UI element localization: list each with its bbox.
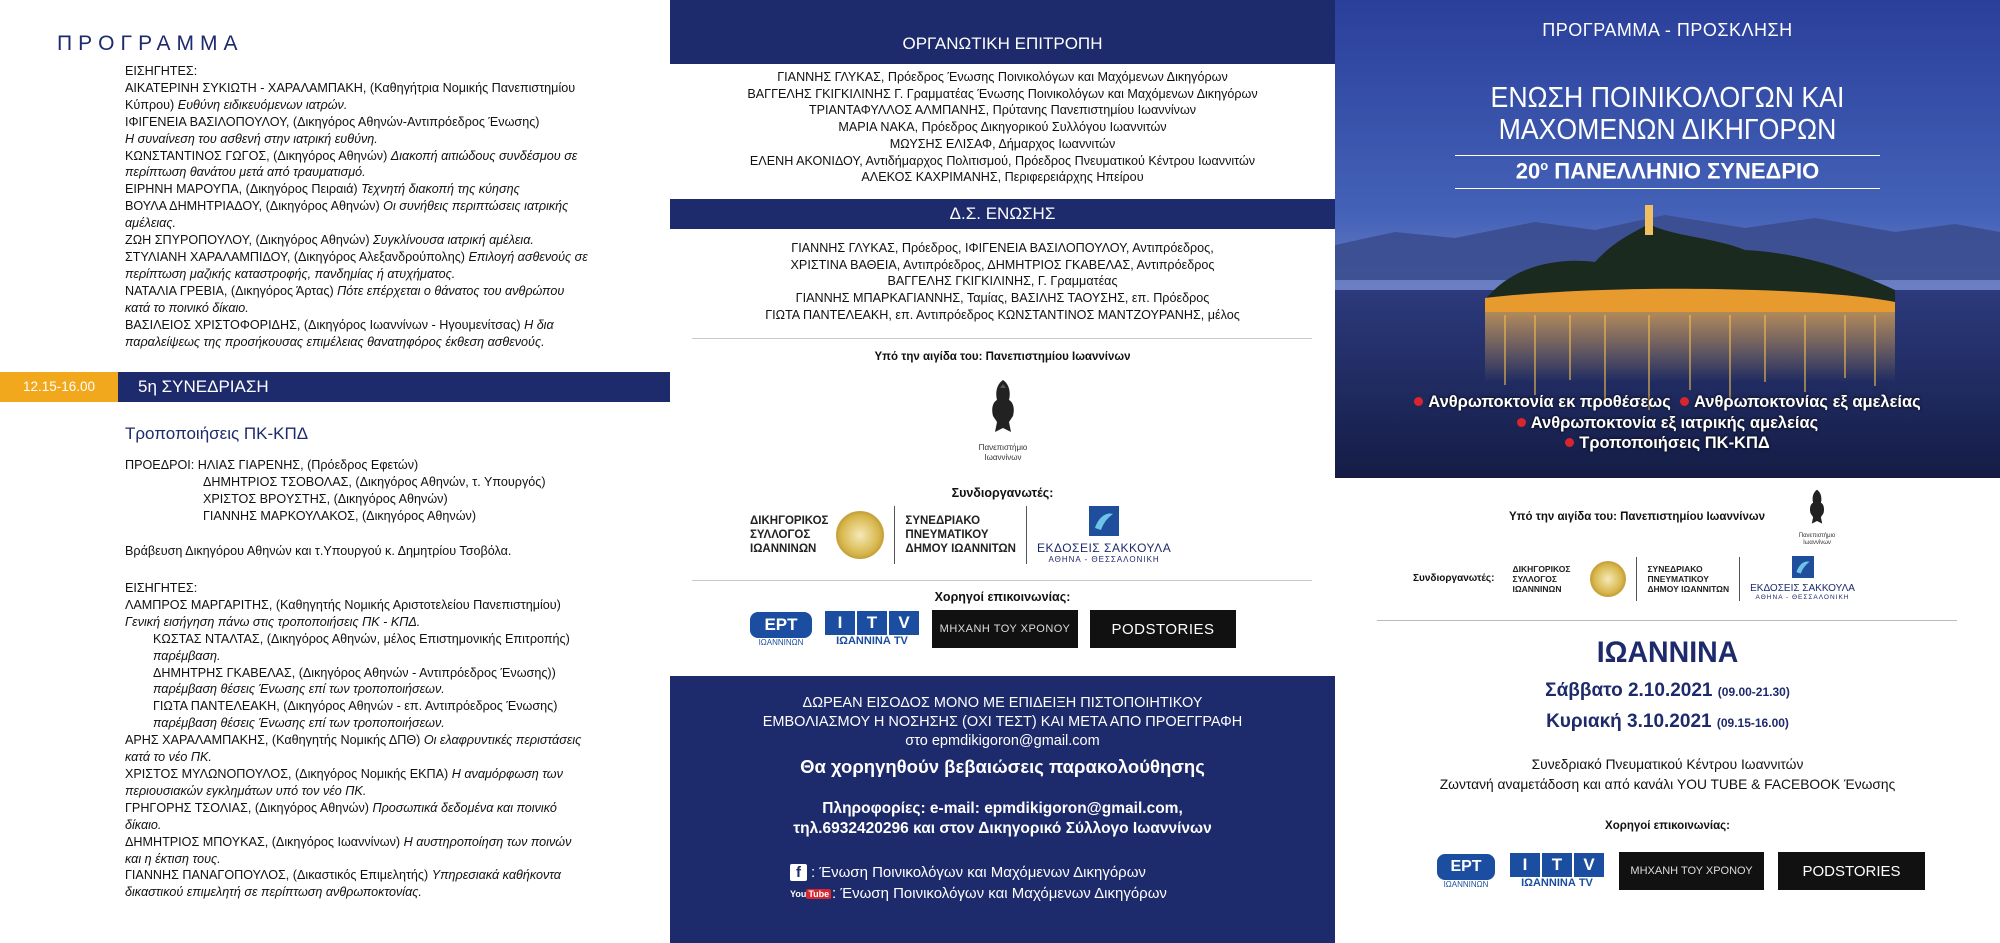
bullet-icon [1414, 397, 1423, 406]
bullet-icon [1680, 397, 1689, 406]
itv-letter-v: V [1574, 853, 1604, 877]
list-item: παραλείψεως της προσήκουσας επιμέλειας θανατηφόρος έκθεση ασθενούς. [125, 334, 545, 349]
facebook-icon: f [790, 864, 807, 881]
itv-logo [1509, 853, 1605, 889]
list-item: παρέμβαση θέσεις Ένωσης επί των τροποποιήσεων. [153, 682, 445, 697]
itv-logo [824, 611, 920, 647]
auspices-text: Υπό την αιγίδα του: Πανεπιστημίου Ιωαννίνων [1509, 511, 1765, 523]
itv-logo-sub: ΙΩΑΝΝΙΝΑ TV [1521, 877, 1593, 889]
ert-logo [1437, 854, 1495, 889]
bullet-icon [1517, 418, 1526, 427]
venue-line-2: Ζωντανή αναμετάδοση και από κανάλι YOU TUBE & FACEBOOK Ένωσης [1439, 776, 1896, 792]
facebook-text: : Ένωση Ποινικολόγων και Μαχόμενων Δικηγόρων [811, 864, 1146, 881]
divider [1377, 620, 1957, 621]
auspices-text: Υπό την αιγίδα του: Πανεπιστημίου Ιωαννίνων [874, 351, 1131, 363]
chairs-block [125, 457, 650, 525]
bullet-icon [1565, 438, 1574, 447]
entry-line-1: ΔΩΡΕΑΝ ΕΙΣΟΔΟΣ ΜΟΝΟ ΜΕ ΕΠΙΔΕΙΞΗ ΠΙΣΤΟΠΟΙΗΤΙΚΟΥ [802, 695, 1203, 711]
list-item: ΒΟΥΛΑ ΔΗΜΗΤΡΙΑΔΟΥ, (Δικηγόρος Αθηνών) Οι συνήθεις περιπτώσεις ιατρικής [125, 199, 569, 214]
org-committee-title: ΟΡΓΑΝΩΤΙΚΗ ΕΠΙΤΡΟΠΗ [670, 0, 1335, 64]
list-item: κατά το ποινικό δίκαιο. [125, 300, 249, 315]
itv-letter-i: I [1510, 853, 1540, 877]
divider [692, 338, 1312, 339]
divider [692, 580, 1312, 581]
conf-center-line-2: ΠΝΕΥΜΑΤΙΚΟΥ [905, 529, 989, 541]
list-item: ΣΤΥΛΙΑΝΗ ΧΑΡΑΛΑΜΠΙΔΟΥ, (Δικηγόρος Αλεξανδρούπολης) Επιλογή ασθενούς σε [125, 249, 588, 264]
bar-association-seal-icon [836, 511, 884, 559]
media-sponsors-label: Χορηγοί επικοινωνίας: [1605, 820, 1730, 832]
list-item: ΝΑΤΑΛΙΑ ΓΡΕΒΙΑ, (Δικηγόρος Άρτας) Πότε επέρχεται ο θάνατος του ανθρώπου [125, 283, 565, 298]
city-title: ΙΩΑΝΝΙΝΑ [1596, 636, 1739, 669]
media-sponsors-row [1437, 852, 1925, 890]
date-2: Κυριακή 3.10.2021 [1546, 711, 1712, 732]
topic-item: Τροποποιήσεις ΠΚ-ΚΠΔ [1579, 434, 1770, 452]
member-line: ΓΙΑΝΝΗΣ ΓΛΥΚΑΣ, Πρόεδρος, ΙΦΙΓΕΝΕΙΑ ΒΑΣΙΛΟΠΟΥΛΟΥ, Αντιπρόεδρος, [791, 241, 1214, 255]
date-sunday [1335, 711, 2000, 733]
list-item: δικαστικού επιμελητή σε περίπτωση ανθρωποκτονίας. [125, 885, 422, 900]
organization-name-line-2: ΜΑΧΟΜΕΝΩΝ ΔΙΚΗΓΟΡΩΝ [1498, 114, 1837, 146]
conference-title [1335, 158, 2000, 184]
sakkoulas-logo [1750, 556, 1855, 601]
list-item: ΑΡΗΣ ΧΑΡΑΛΑΜΠΑΚΗΣ, (Καθηγητής Νομικής ΔΠΘ) Οι ελαφρυντικές περιστάσεις [125, 733, 582, 748]
podstories-logo: PODSTORIES [1090, 610, 1236, 648]
speakers-list-2 [125, 597, 650, 901]
bar-assoc-line-2: ΣΥΛΛΟΓΟΣ [750, 529, 811, 541]
conf-center-line-3: ΔΗΜΟΥ ΙΩΑΝΝΙΤΩΝ [1647, 583, 1730, 594]
certificates-line: Θα χορηγηθούν βεβαιώσεις παρακολούθησης [800, 756, 1205, 777]
youtube-icon: You Tube [790, 888, 830, 899]
board-title: Δ.Σ. ΕΝΩΣΗΣ [670, 199, 1335, 229]
chair-item: ΓΙΑΝΝΗΣ ΜΑΡΚΟΥΛΑΚΟΣ, (Δικηγόρος Αθηνών) [203, 508, 477, 523]
date-saturday [1335, 680, 2000, 702]
member-line: ΓΙΑΝΝΗΣ ΜΠΑΡΚΑΓΙΑΝΝΗΣ, Ταμίας, ΒΑΣΙΛΗΣ ΤΑΟΥΣΗΣ, επ. Πρόεδρος [795, 291, 1210, 306]
ert-logo-sub: ΙΩΑΝΝΙΝΩΝ [758, 637, 804, 647]
time-1: (09.00-21.30) [1717, 685, 1790, 699]
member-line: ΕΛΕΝΗ ΑΚΟΝΙΔΟΥ, Αντιδήμαρχος Πολιτισμού, Πρόεδρος Πνευματικού Κέντρου Ιωαννιτών [749, 153, 1256, 168]
divider [1455, 155, 1880, 156]
list-item: κατά το νέο ΠΚ. [125, 750, 212, 765]
conference-rest: ΠΑΝΕΛΛΗΝΙΟ ΣΥΝΕΔΡΙΟ [1548, 158, 1820, 184]
mixani-logo: ΜΗΧΑΝΗ ΤΟΥ ΧΡΟΝΟΥ [1619, 852, 1764, 890]
ert-logo-text: ΕΡΤ [1437, 854, 1495, 880]
chairs-label: ΠΡΟΕΔΡΟΙ: [125, 458, 198, 472]
youtube-text: : Ένωση Ποινικολόγων και Μαχόμενων Δικηγόρων [832, 885, 1167, 902]
member-line: ΒΑΓΓΕΛΗΣ ΓΚΙΓΚΙΛΙΝΗΣ Γ. Γραμματέας Ένωσης Ποινικολόγων και Μαχόμενων Δικηγόρων [747, 86, 1258, 101]
sakkoulas-name: ΕΚΔΟΣΕΙΣ ΣΑΚΚΟΥΛΑ [1750, 583, 1855, 594]
list-item: περίπτωση μαζικής καταστροφής, πανδημίας ή ατυχήματος. [125, 266, 456, 281]
venue-info [1335, 755, 2000, 794]
facebook-line[interactable] [790, 862, 1167, 883]
bar-assoc-line-3: ΙΩΑΝΝΙΝΩΝ [1512, 583, 1562, 594]
divider [1026, 506, 1027, 564]
coorganizers-label: Συνδιοργανωτές: [1413, 573, 1495, 584]
conference-number: 20 [1515, 158, 1541, 184]
sakkoulas-sub: ΑΘΗΝΑ - ΘΕΣΣΑΛΟΝΙΚΗ [1755, 594, 1850, 601]
list-item: ΔΗΜΗΤΡΗΣ ΓΚΑΒΕΛΑΣ, (Δικηγόρος Αθηνών - Αντιπρόεδρος Ένωσης)) [153, 665, 556, 680]
session-subject: Τροποποιήσεις ΠΚ-ΚΠΔ [125, 424, 309, 443]
topic-item: Ανθρωποκτονία εκ προθέσεως [1428, 393, 1671, 411]
topic-item: Ανθρωποκτονία εξ ιατρικής αμελείας [1530, 413, 1819, 432]
entry-email[interactable]: στο epmdikigoron@gmail.com [905, 733, 1100, 749]
list-item: ΓΙΑΝΝΗΣ ΠΑΝΑΓΟΠΟΥΛΟΣ, (Δικαστικός Επιμελητής) Υπηρεσιακά καθήκοντα [125, 868, 561, 883]
topics-list [1335, 392, 2000, 454]
bar-association-seal-icon [1590, 561, 1626, 597]
conf-center-line-1: ΣΥΝΕΔΡΙΑΚΟ [1647, 563, 1703, 574]
bar-assoc-line-1: ΔΙΚΗΓΟΡΙΚΟΣ [1512, 563, 1571, 574]
chair-item: ΧΡΙΣΤΟΣ ΒΡΟΥΣΤΗΣ, (Δικηγόρος Αθηνών) [203, 491, 448, 506]
university-logo [970, 378, 1036, 463]
divider [1739, 557, 1740, 601]
member-line: ΒΑΓΓΕΛΗΣ ΓΚΙΓΚΙΛΙΝΗΣ, Γ. Γραμματέας [887, 274, 1118, 289]
hero-image [1335, 0, 2000, 478]
session-name: 5η ΣΥΝΕΔΡΙΑΣΗ [138, 377, 269, 396]
media-sponsors-row [750, 610, 1236, 648]
board-list [690, 240, 1315, 324]
list-item: ΔΗΜΗΤΡΙΟΣ ΜΠΟΥΚΑΣ, (Δικηγόρος Ιωαννίνων) Η αυστηροποίηση των ποινών [125, 834, 572, 849]
org-committee-list [690, 69, 1315, 186]
list-item: ΓΙΩΤΑ ΠΑΝΤΕΛΕΑΚΗ, (Δικηγόρος Αθηνών - επ. Αντιπρόεδρος Ένωσης) [153, 699, 558, 714]
list-item: ΓΡΗΓΟΡΗΣ ΤΣΟΛΙΑΣ, (Δικηγόρος Αθηνών) Προσωπικά δεδομένα και ποινικό [125, 800, 557, 815]
itv-letter-i: I [825, 611, 855, 635]
committee-panel [670, 0, 1335, 943]
member-line: ΑΛΕΚΟΣ ΚΑΧΡΙΜΑΝΗΣ, Περιφερειάρχης Ηπείρου [861, 170, 1144, 185]
list-item: περίπτωση θανάτου μετά από τραυματισμό. [125, 165, 366, 180]
bar-association-logo-text [750, 514, 828, 556]
list-item: ΑΙΚΑΤΕΡΙΝΗ ΣΥΚΙΩΤΗ - ΧΑΡΑΛΑΜΠΑΚΗ, (Καθηγήτρια Νομικής Πανεπιστημίου [125, 80, 576, 95]
member-line: ΓΙΑΝΝΗΣ ΓΛΥΚΑΣ, Πρόεδρος Ένωσης Ποινικολόγων και Μαχόμενων Δικηγόρων [777, 70, 1228, 84]
coorganizers-label: Συνδιοργανωτές: [951, 486, 1054, 500]
member-line: ΤΡΙΑΝΤΑΦΥΛΛΟΣ ΑΛΜΠΑΝΗΣ, Πρύτανης Πανεπιστημίου Ιωαννίνων [808, 103, 1197, 118]
ert-logo [750, 612, 812, 647]
speakers-label: ΕΙΣΗΓΗΤΕΣ: [125, 581, 198, 595]
university-caption-2: Ιωαννίνων [1803, 540, 1831, 546]
list-item: ΙΦΙΓΕΝΕΙΑ ΒΑΣΙΛΟΠΟΥΛΟΥ, (Δικηγόρος Αθηνών-Αντιπρόεδρος Ένωσης) [125, 114, 540, 129]
eagle-icon [1804, 488, 1830, 528]
chair-item: ΠΡΟΕΔΡΟΙ: ΗΛΙΑΣ ΓΙΑΡΕΝΗΣ, (Πρόεδρος Εφετών) [125, 458, 419, 472]
programme-title: ΠΡΟΓΡΑΜΜΑ [57, 32, 244, 55]
university-caption-2: Ιωαννίνων [984, 453, 1022, 462]
list-item: Κύπρου) Ευθύνη ειδικευόμενων ιατρών. [125, 97, 348, 112]
member-line: ΜΩΥΣΗΣ ΕΛΙΣΑΦ, Δήμαρχος Ιωαννιτών [889, 136, 1116, 151]
list-item: περιουσιακών εγκλημάτων υπό τον νέο ΠΚ. [125, 783, 367, 798]
coorganizers-row [1413, 556, 1855, 601]
bar-assoc-line-3: ΙΩΑΝΝΙΝΩΝ [750, 543, 817, 555]
chairs-list [125, 457, 650, 525]
organization-name-line-1: ΕΝΩΣΗ ΠΟΙΝΙΚΟΛΟΓΩΝ ΚΑΙ [1490, 82, 1845, 114]
coorganizers-row [750, 506, 1171, 564]
bar-assoc-line-1: ΔΙΚΗΓΟΡΙΚΟΣ [750, 515, 829, 527]
speakers-label: ΕΙΣΗΓΗΤΕΣ: [125, 64, 198, 78]
list-item: ΚΩΝΣΤΑΝΤΙΝΟΣ ΓΩΓΟΣ, (Δικηγόρος Αθηνών) Διακοπή αιτιώδους συνδέσμου σε [125, 148, 578, 163]
youtube-line[interactable] [790, 883, 1167, 904]
media-sponsors-label: Χορηγοί επικοινωνίας: [934, 590, 1071, 604]
sakkoulas-name: ΕΚΔΟΣΕΙΣ ΣΑΚΚΟΥΛΑ [1036, 541, 1172, 555]
award-line: Βράβευση Δικηγόρου Αθηνών και τ.Υπουργού κ. Δημητρίου Τσοβόλα. [125, 544, 512, 558]
list-item: και η έκτιση τους. [125, 851, 221, 866]
eagle-icon [983, 378, 1023, 438]
itv-letter-v: V [889, 611, 919, 635]
itv-logo-sub: ΙΩΑΝΝΙΝΑ TV [836, 635, 908, 647]
chair-item: ΔΗΜΗΤΡΙΟΣ ΤΣΟΒΟΛΑΣ, (Δικηγόρος Αθηνών, τ. Υπουργός) [203, 474, 546, 489]
session-bar [0, 372, 670, 402]
list-item: Γενική εισήγηση πάνω στις τροποποιήσεις ΠΚ - ΚΠΔ. [125, 614, 421, 629]
conf-center-line-3: ΔΗΜΟΥ ΙΩΑΝΝΙΤΩΝ [905, 543, 1016, 555]
podstories-logo: PODSTORIES [1778, 852, 1925, 890]
divider [1455, 188, 1880, 189]
list-item: δίκαιο. [125, 817, 162, 832]
speakers-list-1 [125, 80, 650, 351]
list-item: ΕΙΡΗΝΗ ΜΑΡΟΥΠΑ, (Δικηγόρος Πειραιά) Τεχνητή διακοπή της κύησης [125, 182, 520, 197]
mixani-logo: ΜΗΧΑΝΗ ΤΟΥ ΧΡΟΝΟΥ [932, 610, 1078, 648]
programme-panel [0, 0, 670, 943]
list-item: ΖΩΗ ΣΠΥΡΟΠΟΥΛΟΥ, (Δικηγόρος Αθηνών) Συγκλίνουσα ιατρική αμέλεια. [125, 233, 534, 248]
itv-letter-t: T [857, 611, 887, 635]
sakkoulas-icon [1089, 506, 1119, 536]
invitation-label: ΠΡΟΓΡΑΜΜΑ - ΠΡΟΣΚΛΗΣΗ [1542, 20, 1793, 40]
speakers-block-2 [125, 580, 650, 901]
itv-letter-t: T [1542, 853, 1572, 877]
session-time: 12.15-16.00 [0, 372, 118, 402]
list-item: Η συναίνεση του ασθενή στην ιατρική ευθύνη. [125, 131, 378, 146]
date-1: Σάββατο 2.10.2021 [1545, 680, 1713, 701]
entry-line-2: ΕΜΒΟΛΙΑΣΜΟΥ Η ΝΟΣΗΣΗΣ (ΟΧΙ ΤΕΣΤ) ΚΑΙ ΜΕΤΑ ΑΠΟ ΠΡΟΕΓΓΡΑΦΗ [762, 714, 1243, 730]
info-box [670, 676, 1335, 943]
ert-logo-sub: ΙΩΑΝΝΙΝΩΝ [1443, 879, 1489, 889]
sakkoulas-icon [1792, 556, 1814, 578]
bar-assoc-line-2: ΣΥΛΛΟΓΟΣ [1512, 573, 1558, 584]
ert-logo-text: ΕΡΤ [750, 612, 812, 638]
list-item: παρέμβαση θέσεις Ένωσης επί των τροποποιήσεων. [153, 716, 445, 731]
conference-center-logo-text [1647, 564, 1729, 594]
conference-ordinal: ο [1540, 158, 1549, 173]
speakers-block-1 [125, 63, 650, 350]
conf-center-line-1: ΣΥΝΕΔΡΙΑΚΟ [905, 515, 981, 527]
member-line: ΧΡΙΣΤΙΝΑ ΒΑΘΕΙΑ, Αντιπρόεδρος, ΔΗΜΗΤΡΙΟΣ ΓΚΑΒΕΛΑΣ, Αντιπρόεδρος [790, 257, 1215, 272]
list-item: ΚΩΣΤΑΣ ΝΤΑΛΤΑΣ, (Δικηγόρος Αθηνών, μέλος Επιστημονικής Επιτροπής) [153, 631, 570, 646]
member-line: ΓΙΩΤΑ ΠΑΝΤΕΛΕΑΚΗ, επ. Αντιπρόεδρος ΚΩΝΣΤΑΝΤΙΝΟΣ ΜΑΝΤΖΟΥΡΑΝΗΣ, μέλος [765, 307, 1240, 322]
list-item: ΧΡΙΣΤΟΣ ΜΥΛΩΝΟΠΟΥΛΟΣ, (Δικηγόρος Νομικής ΕΚΠΑ) Η αναμόρφωση των [125, 766, 563, 781]
member-line: ΜΑΡΙΑ ΝΑΚΑ, Πρόεδρος Δικηγορικού Συλλόγου Ιωαννιτών [838, 120, 1167, 135]
venue-line-1: Συνεδριακό Πνευματικού Κέντρου Ιωαννιτών [1531, 757, 1804, 772]
university-logo [1797, 488, 1837, 547]
list-item: αμέλειας. [125, 216, 176, 231]
info-line-1[interactable]: Πληροφορίες: e-mail: epmdikigoron@gmail.com, [822, 800, 1183, 817]
sakkoulas-sub: ΑΘΗΝΑ - ΘΕΣΣΑΛΟΝΙΚΗ [1048, 555, 1160, 564]
university-caption-1: Πανεπιστήμιο [1798, 533, 1836, 539]
organization-name [1362, 82, 1974, 146]
divider [1636, 557, 1637, 601]
sakkoulas-logo [1037, 506, 1171, 564]
time-2: (09.15-16.00) [1716, 716, 1789, 730]
list-item: παρέμβαση. [153, 648, 221, 663]
bar-association-logo-text [1512, 564, 1570, 594]
list-item: ΒΑΣΙΛΕΙΟΣ ΧΡΙΣΤΟΦΟΡΙΔΗΣ, (Δικηγόρος Ιωαννίνων - Ηγουμενίτσας) Η δια [125, 317, 554, 332]
info-line-2: τηλ.6932420296 και στον Δικηγορικό Σύλλογο Ιωαννίνων [793, 820, 1212, 837]
topic-item: Ανθρωποκτονίας εξ αμελείας [1693, 393, 1921, 411]
conf-center-line-2: ΠΝΕΥΜΑΤΙΚΟΥ [1647, 573, 1709, 584]
conference-center-logo-text [905, 514, 1016, 556]
cover-panel [1335, 0, 2000, 943]
list-item: ΛΑΜΠΡΟΣ ΜΑΡΓΑΡΙΤΗΣ, (Καθηγητής Νομικής Αριστοτελείου Πανεπιστημίου) [125, 597, 561, 612]
divider [894, 506, 895, 564]
university-caption-1: Πανεπιστήμιο [978, 443, 1028, 452]
